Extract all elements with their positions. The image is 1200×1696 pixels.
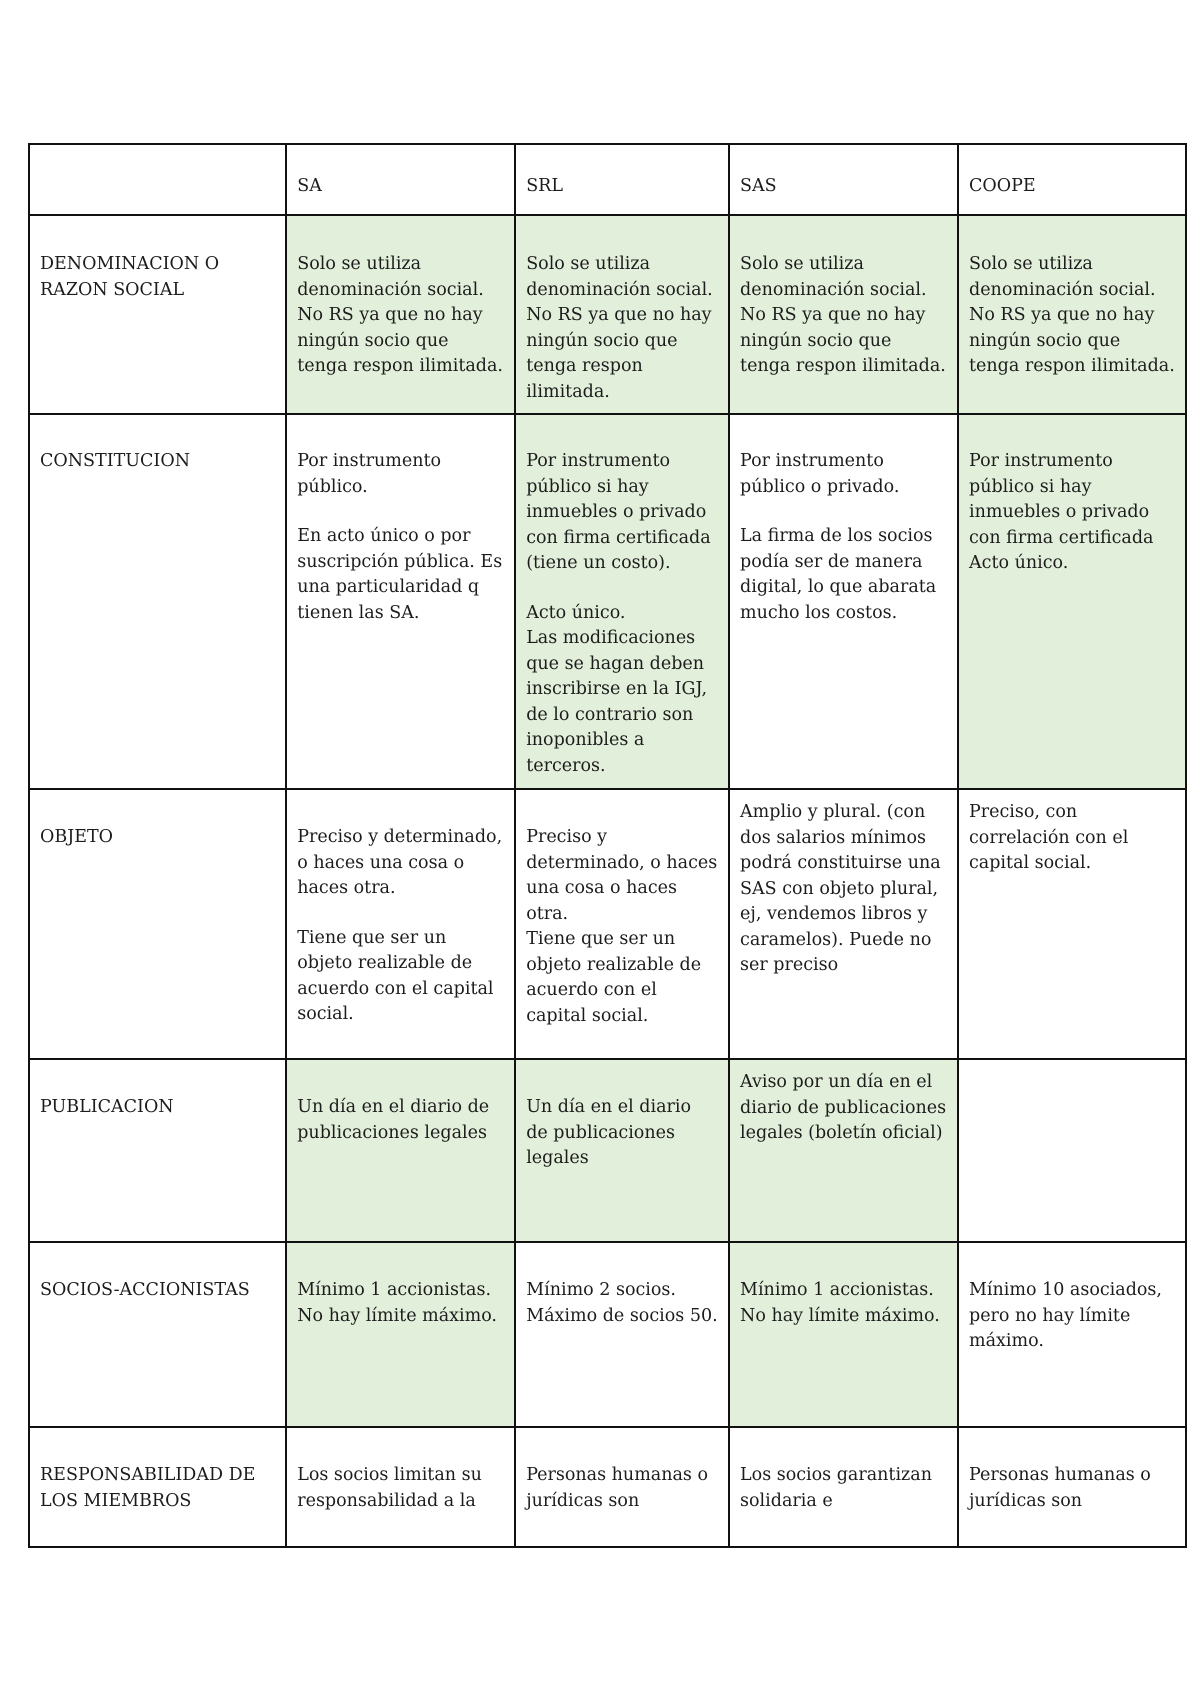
- cell-paragraph: En acto único o por suscripción pública. Es una particularidad q tienen las SA.: [297, 526, 503, 623]
- comparison-table: [28, 143, 1187, 1548]
- cell-paragraph: Amplio y plural. (con dos salarios mínimos podrá constituirse una SAS con objeto plural, ej, vendemos libros y caramelos). Puede no ser preciso: [740, 802, 941, 975]
- table-cell: [286, 1427, 515, 1547]
- table-cell: [958, 1242, 1186, 1427]
- table-cell: [515, 1242, 729, 1427]
- header-row: [29, 144, 1186, 215]
- cell-paragraph: Tiene que ser un objeto realizable de acuerdo con el capital social.: [297, 927, 494, 1024]
- table-cell: [286, 215, 515, 414]
- cell-paragraph: Un día en el diario de publicaciones legales: [526, 1097, 692, 1168]
- cell-paragraph: Un día en el diario de publicaciones legales: [297, 1097, 490, 1143]
- table-row: [29, 1242, 1186, 1427]
- row-label: DENOMINACION O RAZON SOCIAL: [29, 215, 286, 414]
- table-cell: [729, 1242, 958, 1427]
- cell-paragraph: Mínimo 1 accionistas. No hay límite máximo.: [740, 1280, 940, 1326]
- header-cell-sa: SA: [286, 144, 515, 215]
- table-cell: [958, 414, 1186, 789]
- header-cell-sas: SAS: [729, 144, 958, 215]
- cell-paragraph: Preciso y determinado, o haces una cosa o haces otra.: [297, 827, 503, 898]
- cell-paragraph: Mínimo 2 socios. Máximo de socios 50.: [526, 1280, 718, 1326]
- cell-paragraph: Por instrumento público o privado.: [740, 451, 900, 497]
- cell-paragraph: Personas humanas o jurídicas son: [969, 1465, 1151, 1511]
- table-cell: [286, 1242, 515, 1427]
- table-row: [29, 1427, 1186, 1547]
- cell-paragraph: Preciso, con correlación con el capital social.: [969, 802, 1129, 873]
- table-cell: [729, 1427, 958, 1547]
- row-label: OBJETO: [29, 789, 286, 1059]
- cell-paragraph: Por instrumento público.: [297, 451, 442, 497]
- cell-paragraph: Aviso por un día en el diario de publicaciones legales (boletín oficial): [740, 1072, 947, 1143]
- table-cell: [515, 1059, 729, 1242]
- header-cell-empty: [29, 144, 286, 215]
- cell-paragraph: Acto único. Las modificaciones que se hagan deben inscribirse en la IGJ, de lo contrario son inoponibles a terceros.: [526, 602, 708, 776]
- cell-paragraph: Mínimo 1 accionistas. No hay límite máximo.: [297, 1280, 497, 1326]
- table-cell: [958, 789, 1186, 1059]
- cell-paragraph: La firma de los socios podía ser de manera digital, lo que abarata mucho los costos.: [740, 526, 937, 623]
- cell-paragraph: Solo se utiliza denominación social. No RS ya que no hay ningún socio que tenga respon ilimitada.: [969, 254, 1175, 376]
- cell-paragraph: Mínimo 10 asociados, pero no hay límite máximo.: [969, 1280, 1162, 1351]
- row-label: CONSTITUCION: [29, 414, 286, 789]
- table-cell: [286, 414, 515, 789]
- table-cell: [515, 215, 729, 414]
- table-cell: [958, 215, 1186, 414]
- table-row: [29, 1059, 1186, 1242]
- header-cell-srl: SRL: [515, 144, 729, 215]
- cell-paragraph: Los socios garantizan solidaria e: [740, 1465, 932, 1511]
- cell-paragraph: Solo se utiliza denominación social. No RS ya que no hay ningún socio que tenga respon ilimitada.: [526, 254, 713, 402]
- table-cell: [729, 215, 958, 414]
- row-label: RESPONSABILIDAD DE LOS MIEMBROS: [29, 1427, 286, 1547]
- table-cell: [515, 414, 729, 789]
- cell-paragraph: Personas humanas o jurídicas son: [526, 1465, 709, 1511]
- table-cell: [729, 1059, 958, 1242]
- cell-paragraph: Por instrumento público si hay inmuebles o privado con firma certificada Acto único.: [969, 451, 1154, 573]
- table-row: [29, 414, 1186, 789]
- table-row: [29, 789, 1186, 1059]
- cell-paragraph: Por instrumento público si hay inmuebles o privado con firma certificada (tiene un costo).: [526, 451, 711, 573]
- table-cell-empty: [958, 1059, 1186, 1242]
- table-cell: [286, 1059, 515, 1242]
- table-cell: [958, 1427, 1186, 1547]
- header-cell-coope: COOPE: [958, 144, 1186, 215]
- cell-paragraph: Solo se utiliza denominación social. No RS ya que no hay ningún socio que tenga respon ilimitada.: [740, 254, 946, 376]
- cell-paragraph: Los socios limitan su responsabilidad a la: [297, 1465, 482, 1511]
- table-cell: [515, 789, 729, 1059]
- cell-paragraph: Solo se utiliza denominación social. No RS ya que no hay ningún socio que tenga respon ilimitada.: [297, 254, 503, 376]
- row-label: PUBLICACION: [29, 1059, 286, 1242]
- row-label: SOCIOS-ACCIONISTAS: [29, 1242, 286, 1427]
- table-cell: [729, 414, 958, 789]
- table-cell: [515, 1427, 729, 1547]
- table-cell: [729, 789, 958, 1059]
- cell-paragraph: Preciso y determinado, o haces una cosa o haces otra. Tiene que ser un objeto realizable de acuerdo con el capital social.: [526, 827, 718, 1026]
- table-cell: [286, 789, 515, 1059]
- table-row: [29, 215, 1186, 414]
